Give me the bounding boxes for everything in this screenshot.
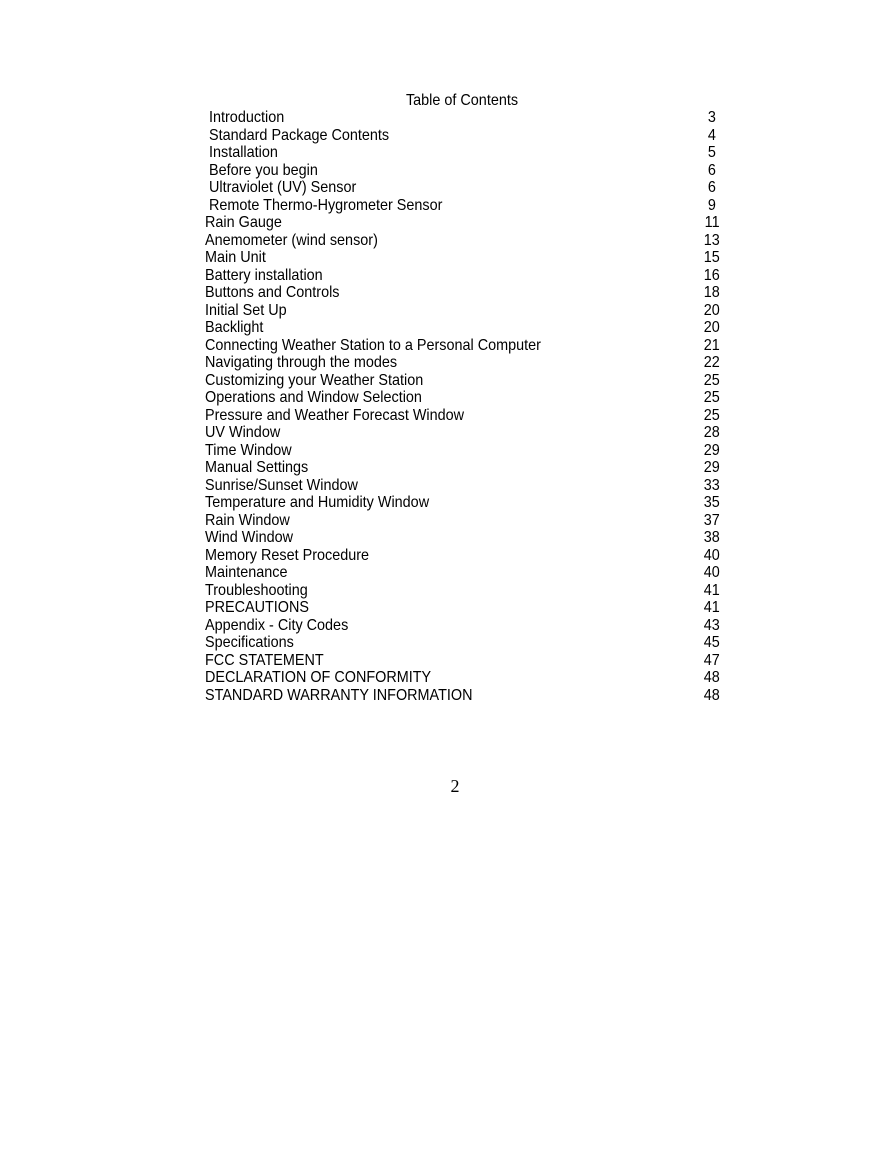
toc-entry-label: Operations and Window Selection — [205, 389, 422, 406]
toc-entry-label: Wind Window — [205, 529, 294, 546]
toc-entry — [205, 512, 720, 530]
toc-entry — [205, 477, 720, 495]
toc-entry-label: Buttons and Controls — [205, 284, 340, 301]
toc-entry — [205, 127, 720, 145]
toc-entry — [205, 424, 720, 442]
toc-entry-page: 35 — [703, 494, 720, 511]
toc-entry-page: 11 — [705, 214, 720, 231]
toc-title: Table of Contents — [405, 92, 519, 109]
toc-entry — [205, 547, 720, 565]
toc-entry-label: Specifications — [205, 634, 294, 651]
toc-entry-label: Initial Set Up — [205, 301, 287, 319]
toc-entry — [205, 319, 720, 337]
table-of-contents — [205, 109, 720, 704]
toc-entry-label: Connecting Weather Station to a Personal Computer — [205, 336, 541, 354]
toc-entry-label: Backlight — [205, 319, 264, 336]
toc-entry — [205, 267, 720, 285]
toc-entry-page: 48 — [703, 669, 720, 686]
toc-entry — [205, 302, 720, 320]
toc-entry-page: 29 — [703, 459, 720, 476]
toc-entry — [205, 249, 720, 267]
toc-entry-label: PRECAUTIONS — [205, 599, 310, 616]
toc-entry — [205, 162, 720, 180]
toc-entry-label: Introduction — [209, 109, 285, 126]
toc-entry — [205, 687, 720, 705]
toc-entry — [205, 109, 720, 127]
toc-entry — [205, 197, 720, 215]
toc-entry — [205, 407, 720, 425]
toc-entry-label: Navigating through the modes — [205, 354, 398, 371]
toc-entry-label: Temperature and Humidity Window — [205, 494, 430, 511]
toc-entry-page: 45 — [703, 634, 720, 651]
toc-entry — [205, 372, 720, 390]
toc-entry-label: Time Window — [205, 441, 292, 459]
toc-entry-label: Pressure and Weather Forecast Window — [205, 406, 465, 424]
toc-entry-page: 21 — [703, 336, 720, 354]
toc-entry — [205, 599, 720, 617]
toc-entry-page: 13 — [703, 231, 720, 249]
toc-entry-page: 29 — [703, 441, 720, 459]
toc-entry — [205, 442, 720, 460]
toc-entry-page: 28 — [703, 424, 720, 441]
toc-entry-label: Manual Settings — [205, 459, 309, 476]
toc-entry-label: Anemometer (wind sensor) — [205, 231, 378, 249]
toc-entry — [205, 144, 720, 162]
toc-entry-label: Remote Thermo-Hygrometer Sensor — [209, 196, 443, 214]
toc-entry-label: Rain Gauge — [205, 214, 282, 231]
toc-entry-label: STANDARD WARRANTY INFORMATION — [205, 686, 473, 704]
toc-entry — [205, 634, 720, 652]
toc-entry-page: 37 — [703, 511, 720, 529]
toc-entry — [205, 232, 720, 250]
toc-entry-label: Rain Window — [205, 511, 290, 529]
toc-entry-label: Troubleshooting — [205, 581, 308, 599]
toc-entry-page: 25 — [703, 389, 720, 406]
toc-entry — [205, 564, 720, 582]
toc-entry-label: Before you begin — [209, 161, 318, 179]
page-number: 2 — [450, 776, 460, 796]
toc-entry — [205, 337, 720, 355]
toc-entry — [205, 284, 720, 302]
toc-entry-page: 9 — [707, 196, 716, 214]
toc-entry-page: 41 — [703, 599, 720, 616]
toc-entry-page: 6 — [707, 161, 716, 179]
toc-entry — [205, 179, 720, 197]
toc-entry — [205, 494, 720, 512]
toc-entry-page: 20 — [703, 301, 720, 319]
toc-entry-page: 15 — [703, 249, 720, 266]
toc-entry-label: Main Unit — [205, 249, 266, 266]
toc-entry-page: 41 — [703, 581, 720, 599]
toc-entry — [205, 354, 720, 372]
toc-entry-label: UV Window — [205, 424, 281, 441]
toc-entry-page: 25 — [703, 406, 720, 424]
toc-entry-page: 40 — [703, 564, 720, 581]
toc-entry — [205, 669, 720, 687]
toc-entry-page: 48 — [703, 686, 720, 704]
toc-entry-page: 5 — [707, 144, 716, 161]
toc-entry-page: 18 — [703, 284, 720, 301]
toc-entry — [205, 582, 720, 600]
toc-entry-page: 4 — [707, 126, 716, 144]
toc-entry-label: Standard Package Contents — [209, 126, 390, 144]
toc-entry-page: 43 — [703, 616, 720, 634]
toc-entry-label: FCC STATEMENT — [205, 651, 324, 669]
toc-entry-label: Battery installation — [205, 266, 323, 284]
toc-entry-page: 25 — [703, 371, 720, 389]
toc-entry-label: Customizing your Weather Station — [205, 371, 424, 389]
toc-entry — [205, 617, 720, 635]
toc-entry-page: 33 — [703, 476, 720, 494]
toc-entry-label: Installation — [209, 144, 278, 161]
toc-entry — [205, 459, 720, 477]
toc-entry-page: 6 — [707, 179, 716, 196]
toc-entry-page: 40 — [703, 546, 720, 564]
toc-entry-label: Ultraviolet (UV) Sensor — [209, 179, 357, 196]
toc-entry-label: Memory Reset Procedure — [205, 546, 370, 564]
toc-entry-page: 16 — [703, 266, 720, 284]
toc-entry-label: DECLARATION OF CONFORMITY — [205, 669, 432, 686]
toc-entry — [205, 389, 720, 407]
toc-entry-label: Appendix - City Codes — [205, 616, 349, 634]
toc-entry — [205, 214, 720, 232]
toc-entry-label: Sunrise/Sunset Window — [205, 476, 358, 494]
toc-entry — [205, 652, 720, 670]
toc-entry-page: 38 — [703, 529, 720, 546]
toc-entry-label: Maintenance — [205, 564, 288, 581]
toc-entry-page: 47 — [703, 651, 720, 669]
toc-entry-page: 20 — [703, 319, 720, 336]
toc-entry — [205, 529, 720, 547]
toc-entry-page: 22 — [703, 354, 720, 371]
toc-entry-page: 3 — [707, 109, 716, 126]
